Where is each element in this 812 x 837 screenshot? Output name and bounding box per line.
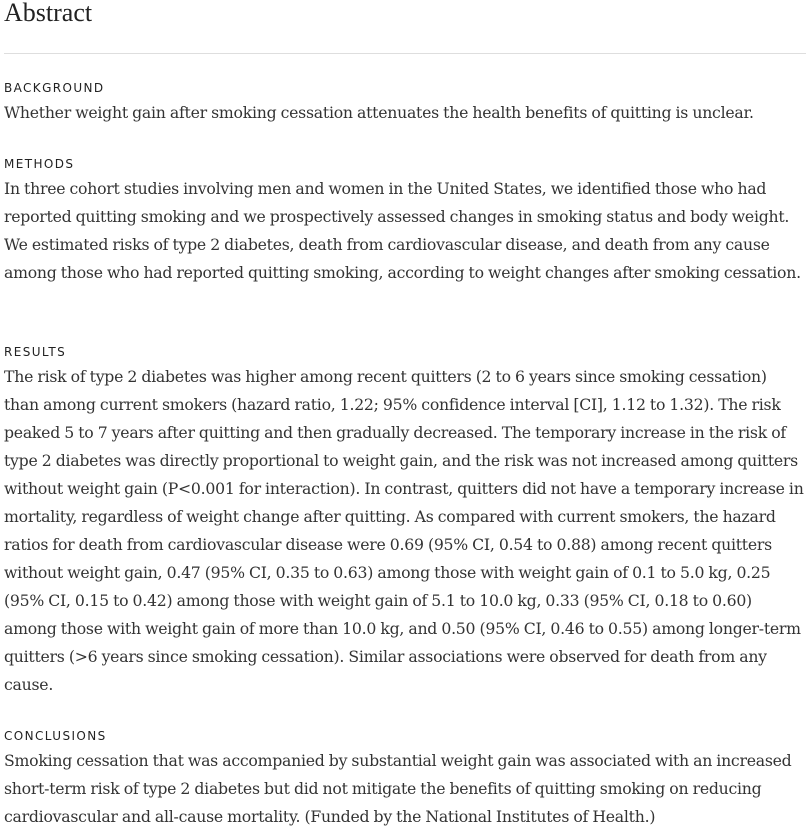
abstract-title: Abstract [4, 0, 93, 27]
section-text-background: Whether weight gain after smoking cessation attenuates the health benefits of quitting is unclear. [4, 103, 754, 122]
section-text-results: The risk of type 2 diabetes was higher among recent quitters (2 to 6 years since smoking cessation) than among current smokers (hazard ratio, 1.22; 95% confidence interval [CI], 1.12 to 1.32). The risk peaked 5 to 7 years after quitting and then gradually decreased. The temporary increase in the risk of type 2 diabetes was directly proportional to weight gain, and the risk was not increased among quitters without weight gain (P<0.001 for interaction). In contrast, quitters did not have a temporary increase in mortality, regardless of weight change after quitting. As compared with current smokers, the hazard ratios for death from cardiovascular disease were 0.69 (95% CI, 0.54 to 0.88) among recent quitters without weight gain, 0.47 (95% CI, 0.35 to 0.63) among those with weight gain of 0.1 to 5.0 kg, 0.25 (95% CI, 0.15 to 0.42) among those with weight gain of 5.1 to 10.0 kg, 0.33 (95% CI, 0.18 to 0.60) among those with weight gain of more than 10.0 kg, and 0.50 (95% CI, 0.46 to 0.55) among longer-term quitters (>6 years since smoking cessation). Similar associations were observed for death from any cause. [4, 367, 804, 694]
section-heading-results: RESULTS [4, 345, 67, 359]
section-methods [4, 157, 804, 287]
section-text-conclusions: Smoking cessation that was accompanied by substantial weight gain was associated with an increased short-term risk of type 2 diabetes but did not mitigate the benefits of quitting smoking on reducing cardiovascular and all-cause mortality. (Funded by the National Institutes of Health.) [4, 751, 792, 826]
section-background [4, 81, 804, 127]
title-divider [4, 53, 806, 54]
section-results [4, 345, 804, 699]
section-text-methods: In three cohort studies involving men and women in the United States, we identified those who had reported quitting smoking and we prospectively assessed changes in smoking status and body weight. We estimated risks of type 2 diabetes, death from cardiovascular disease, and death from any cause among those who had reported quitting smoking, according to weight changes after smoking cessation. [4, 179, 801, 282]
section-heading-methods: METHODS [4, 157, 75, 171]
section-conclusions [4, 729, 804, 831]
abstract-container [4, 0, 806, 826]
section-heading-background: BACKGROUND [4, 81, 105, 95]
section-heading-conclusions: CONCLUSIONS [4, 729, 107, 743]
